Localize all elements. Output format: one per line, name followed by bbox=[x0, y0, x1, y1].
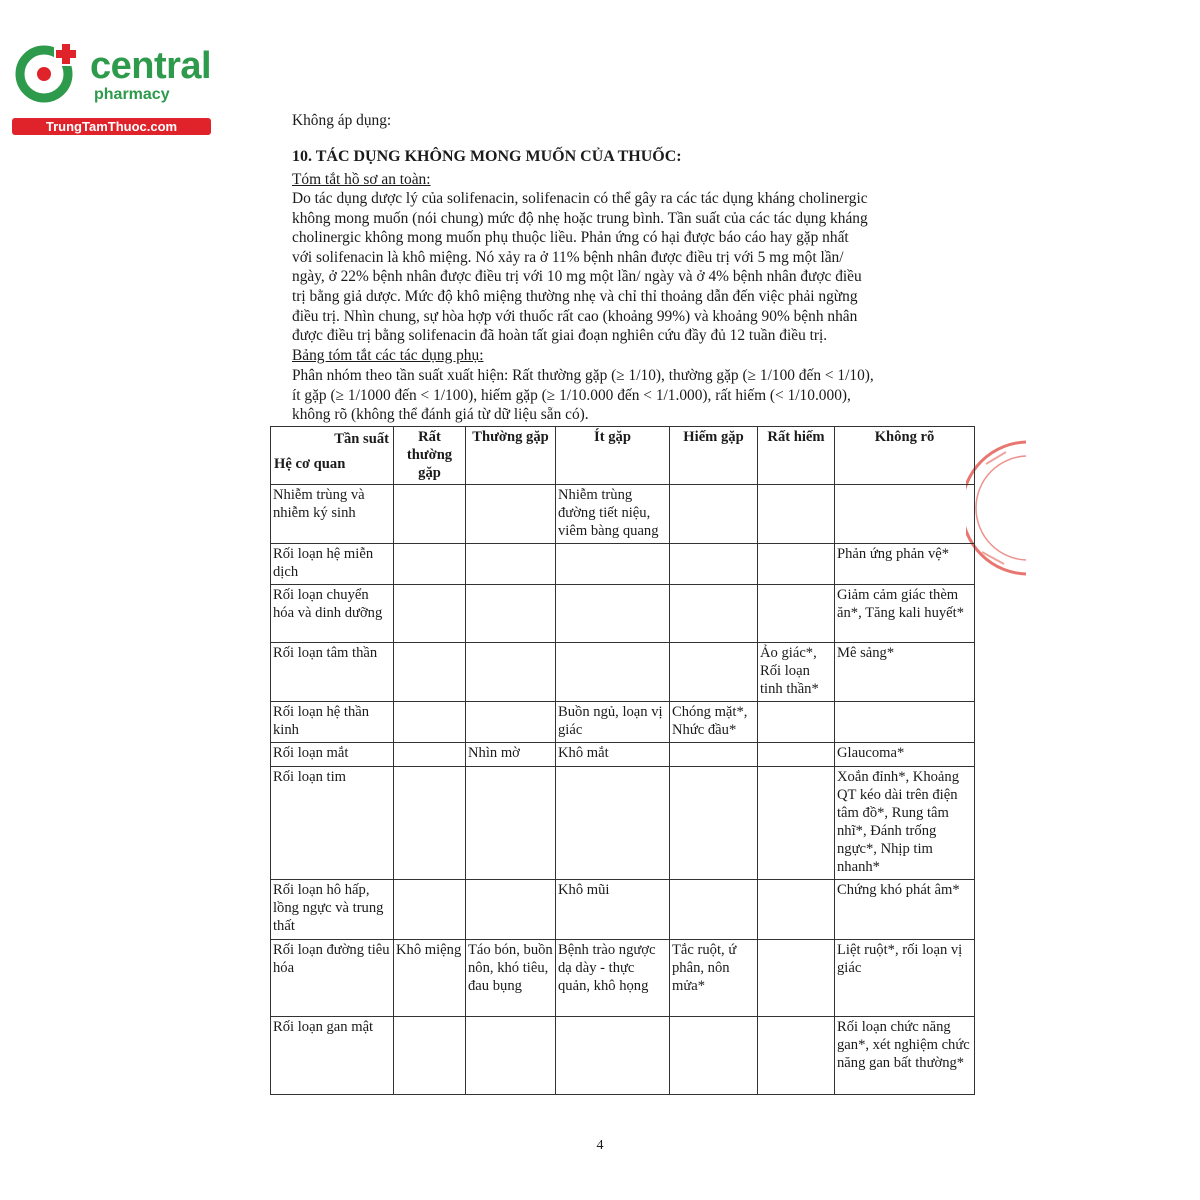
page-number: 4 bbox=[596, 1138, 604, 1153]
official-stamp-icon bbox=[966, 432, 1026, 584]
header-common: Thường gặp bbox=[466, 427, 556, 485]
cell bbox=[670, 643, 758, 702]
summary-line: ngày, ở 22% bệnh nhân được điều trị với 10 mg một lần/ ngày và ở 4% bệnh nhân được điều bbox=[292, 268, 862, 286]
cell bbox=[466, 643, 556, 702]
table-row bbox=[271, 702, 975, 743]
cell: Phản ứng phản vệ* bbox=[835, 544, 975, 585]
cell bbox=[466, 702, 556, 743]
cell bbox=[466, 767, 556, 880]
cell: Xoắn đỉnh*, Khoảng QT kéo dài trên điện tâm đồ*, Rung tâm nhĩ*, Đánh trống ngực*, Nhịp tim nhanh* bbox=[835, 767, 975, 880]
header-rare: Hiếm gặp bbox=[670, 427, 758, 485]
cell: Tắc ruột, ứ phân, nôn mửa* bbox=[670, 940, 758, 1017]
organ-cell: Rối loạn tâm thần bbox=[271, 643, 394, 702]
cell: Buồn ngủ, loạn vị giác bbox=[556, 702, 670, 743]
frequency-line: không rõ (không thể đánh giá từ dữ liệu sẵn có). bbox=[292, 406, 589, 424]
cell bbox=[835, 702, 975, 743]
table-row bbox=[271, 585, 975, 643]
frequency-line: ít gặp (≥ 1/1000 đến < 1/100), hiếm gặp (≥ 1/10.000 đến < 1/1.000), rất hiếm (< 1/10.000), bbox=[292, 386, 851, 404]
cell: Mê sảng* bbox=[835, 643, 975, 702]
section-title: 10. TÁC DỤNG KHÔNG MONG MUỐN CỦA THUỐC: bbox=[292, 148, 682, 165]
cell bbox=[394, 544, 466, 585]
cell bbox=[556, 585, 670, 643]
organ-cell: Rối loạn mắt bbox=[271, 743, 394, 767]
cell bbox=[670, 1017, 758, 1095]
table-row bbox=[271, 544, 975, 585]
header-very-common: Rất thường gặp bbox=[394, 427, 466, 485]
cell: Glaucoma* bbox=[835, 743, 975, 767]
cell bbox=[670, 544, 758, 585]
logo-mark-icon bbox=[10, 38, 80, 108]
cell bbox=[394, 743, 466, 767]
cell bbox=[394, 485, 466, 544]
intro-text: Không áp dụng: bbox=[292, 112, 392, 129]
brand-logo bbox=[10, 38, 215, 138]
brand-site: TrungTamThuoc.com bbox=[12, 118, 211, 135]
organ-cell: Rối loạn hệ thần kinh bbox=[271, 702, 394, 743]
cell bbox=[670, 743, 758, 767]
brand-sub: pharmacy bbox=[94, 86, 170, 103]
cell bbox=[394, 767, 466, 880]
table-row bbox=[271, 767, 975, 880]
cell bbox=[556, 1017, 670, 1095]
cell bbox=[670, 880, 758, 940]
cell bbox=[394, 880, 466, 940]
summary-line: trị bằng giả dược. Mức độ khô miệng thường nhẹ và chỉ thỉ thoảng dẫn đến việc phải ngừng bbox=[292, 287, 858, 305]
adverse-effects-table bbox=[270, 426, 975, 1095]
table-row bbox=[271, 940, 975, 1017]
summary-line: với solifenacin là khô miệng. Nó xảy ra ở 11% bệnh nhân được điều trị với 5 mg một lần/ bbox=[292, 248, 844, 266]
organ-cell: Rối loạn hệ miễn dịch bbox=[271, 544, 394, 585]
header-corner-cell bbox=[271, 427, 394, 485]
cell bbox=[466, 1017, 556, 1095]
cell: Nhìn mờ bbox=[466, 743, 556, 767]
cell: Khô mắt bbox=[556, 743, 670, 767]
cell bbox=[394, 585, 466, 643]
cell: Giảm cảm giác thèm ăn*, Tăng kali huyết* bbox=[835, 585, 975, 643]
table-row bbox=[271, 1017, 975, 1095]
brand-name: central bbox=[90, 45, 212, 87]
cell: Chứng khó phát âm* bbox=[835, 880, 975, 940]
cell: Rối loạn chức năng gan*, xét nghiệm chức năng gan bất thường* bbox=[835, 1017, 975, 1095]
cell bbox=[466, 485, 556, 544]
organ-cell: Rối loạn đường tiêu hóa bbox=[271, 940, 394, 1017]
organ-cell: Nhiễm trùng và nhiễm ký sinh bbox=[271, 485, 394, 544]
organ-cell: Rối loạn gan mật bbox=[271, 1017, 394, 1095]
cell bbox=[758, 767, 835, 880]
cell bbox=[835, 485, 975, 544]
cell bbox=[758, 940, 835, 1017]
cell: Nhiễm trùng đường tiết niệu, viêm bàng quang bbox=[556, 485, 670, 544]
cell: Liệt ruột*, rối loạn vị giác bbox=[835, 940, 975, 1017]
frequency-line: Phân nhóm theo tần suất xuất hiện: Rất thường gặp (≥ 1/10), thường gặp (≥ 1/100 đến < 1/10), bbox=[292, 367, 874, 384]
table-row bbox=[271, 743, 975, 767]
organ-cell: Rối loạn tim bbox=[271, 767, 394, 880]
frequency-paragraph bbox=[292, 366, 942, 425]
cell: Táo bón, buồn nôn, khó tiêu, đau bụng bbox=[466, 940, 556, 1017]
cell: Khô miệng bbox=[394, 940, 466, 1017]
table-heading: Bảng tóm tắt các tác dụng phụ: bbox=[292, 347, 484, 364]
cell bbox=[394, 1017, 466, 1095]
cell bbox=[758, 485, 835, 544]
header-very-rare: Rất hiếm bbox=[758, 427, 835, 485]
cell: Chóng mặt*, Nhức đầu* bbox=[670, 702, 758, 743]
cell bbox=[758, 743, 835, 767]
cell: Ảo giác*, Rối loạn tinh thần* bbox=[758, 643, 835, 702]
organ-cell: Rối loạn hô hấp, lồng ngực và trung thất bbox=[271, 880, 394, 940]
cell bbox=[670, 485, 758, 544]
cell bbox=[394, 643, 466, 702]
cell bbox=[466, 585, 556, 643]
cell bbox=[556, 643, 670, 702]
summary-line: được điều trị bằng solifenacin đã hoàn tất giai đoạn nghiên cứu đầy đủ 12 tuần điều trị. bbox=[292, 327, 828, 345]
cell bbox=[758, 585, 835, 643]
cell bbox=[758, 702, 835, 743]
header-organ-label: Hệ cơ quan bbox=[274, 456, 346, 472]
cell: Bệnh trào ngược dạ dày - thực quản, khô họng bbox=[556, 940, 670, 1017]
table-header-row bbox=[271, 427, 975, 485]
summary-line: Do tác dụng dược lý của solifenacin, solifenacin có thể gây ra các tác dụng kháng cholinergic bbox=[292, 190, 868, 207]
cell bbox=[556, 767, 670, 880]
summary-line: điều trị. Nhìn chung, sự hòa hợp với thuốc rất cao (khoảng 99%) và khoảng 90% bệnh nhân bbox=[292, 307, 858, 325]
cell bbox=[466, 544, 556, 585]
header-uncommon: Ít gặp bbox=[556, 427, 670, 485]
cell bbox=[556, 544, 670, 585]
cell bbox=[670, 767, 758, 880]
cell bbox=[466, 880, 556, 940]
summary-line: không mong muốn (nói chung) mức độ nhẹ hoặc trung bình. Tần suất của các tác dụng kháng bbox=[292, 209, 868, 227]
cell bbox=[758, 880, 835, 940]
cell bbox=[670, 585, 758, 643]
summary-paragraph bbox=[292, 189, 942, 346]
cell bbox=[758, 1017, 835, 1095]
summary-line: cholinergic không mong muốn phụ thuộc liều. Phản ứng có hại được báo cáo hay gặp nhất bbox=[292, 229, 849, 247]
organ-cell: Rối loạn chuyển hóa và dinh dưỡng bbox=[271, 585, 394, 643]
cell bbox=[394, 702, 466, 743]
summary-heading: Tóm tắt hồ sơ an toàn: bbox=[292, 171, 431, 188]
header-unknown: Không rõ bbox=[835, 427, 975, 485]
header-frequency-label: Tần suất bbox=[334, 431, 389, 447]
table-row bbox=[271, 485, 975, 544]
table-row bbox=[271, 880, 975, 940]
cell bbox=[758, 544, 835, 585]
cell: Khô mũi bbox=[556, 880, 670, 940]
table-row bbox=[271, 643, 975, 702]
